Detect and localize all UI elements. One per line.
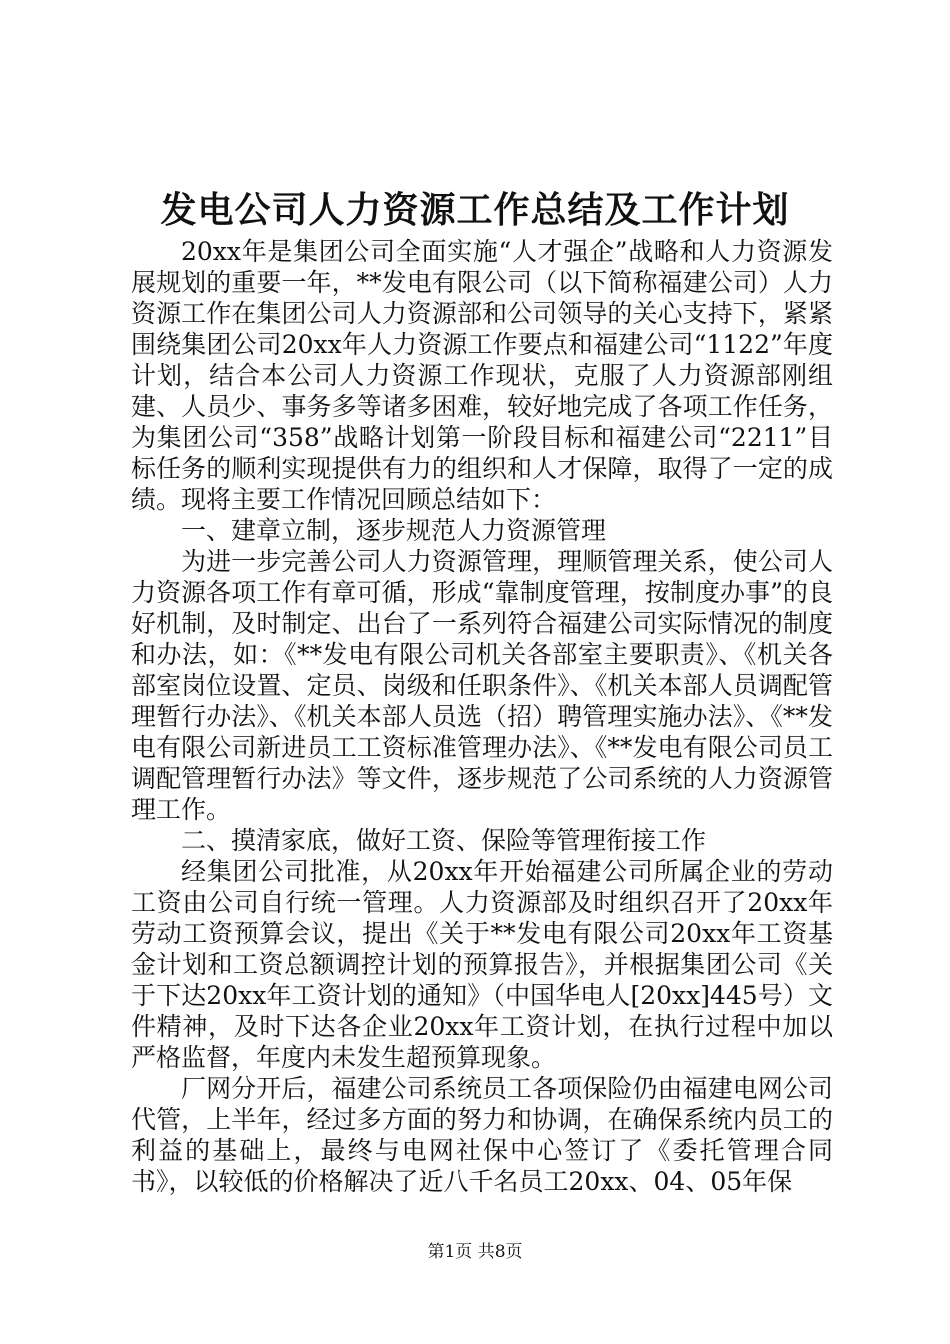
page-number: 第1页 共8页 xyxy=(427,1242,523,1262)
document-title: 发电公司人力资源工作总结及工作计划 xyxy=(160,189,790,231)
paragraph-intro: 20xx年是集团公司全面实施“人才强企”战略和人力资源发展规划的重要一年，**发电有限公司（以下简称福建公司）人力资源工作在集团公司人力资源部和公司领导的关心支持下，紧紧围绕集团公司20xx年人力资源工作要点和福建公司“1122”年度计划，结合本公司人力资源工作现状，克服了人力资源部刚组建、人员少、事务多等诸多困难，较好地完成了各项工作任务，为集团公司“358”战略计划第一阶段目标和福建公司“2211”目标任务的顺利实现提供有力的组织和人才保障，取得了一定的成绩。现将主要工作情况回顾总结如下： xyxy=(131,237,833,514)
paragraph-section-2b: 厂网分开后，福建公司系统员工各项保险仍由福建电网公司代管，上半年，经过多方面的努力和协调，在确保系统内员工的利益的基础上，最终与电网社保中心签订了《委托管理合同书》，以较低的价格解决了近八千名员工20xx、04、05年保 xyxy=(131,1074,833,1196)
section-heading-2: 二、摸清家底，做好工资、保险等管理衔接工作 xyxy=(181,826,707,855)
document-body xyxy=(131,236,833,1197)
paragraph-section-1: 为进一步完善公司人力资源管理，理顺管理关系，使公司人力资源各项工作有章可循，形成“靠制度管理，按制度办事”的良好机制，及时制定、出台了一系列符合福建公司实际情况的制度和办法，如：《**发电有限公司机关各部室主要职责》、《机关各部室岗位设置、定员、岗级和任职条件》、《机关本部人员调配管理暂行办法》、《机关本部人员选（招）聘管理实施办法》、《**发电有限公司新进员工工资标准管理办法》、《**发电有限公司员工调配管理暂行办法》等文件，逐步规范了公司系统的人力资源管理工作。 xyxy=(131,547,833,824)
section-heading-1: 一、建章立制，逐步规范人力资源管理 xyxy=(181,516,607,545)
paragraph-section-2a: 经集团公司批准，从20xx年开始福建公司所属企业的劳动工资由公司自行统一管理。人力资源部及时组织召开了20xx年劳动工资预算会议，提出《关于**发电有限公司20xx年工资基金计划和工资总额调控计划的预算报告》，并根据集团公司《关于下达20xx年工资计划的通知》（中国华电人[20xx]445号）文件精神，及时下达各企业20xx年工资计划，在执行过程中加以严格监督，年度内未发生超预算现象。 xyxy=(131,857,833,1072)
